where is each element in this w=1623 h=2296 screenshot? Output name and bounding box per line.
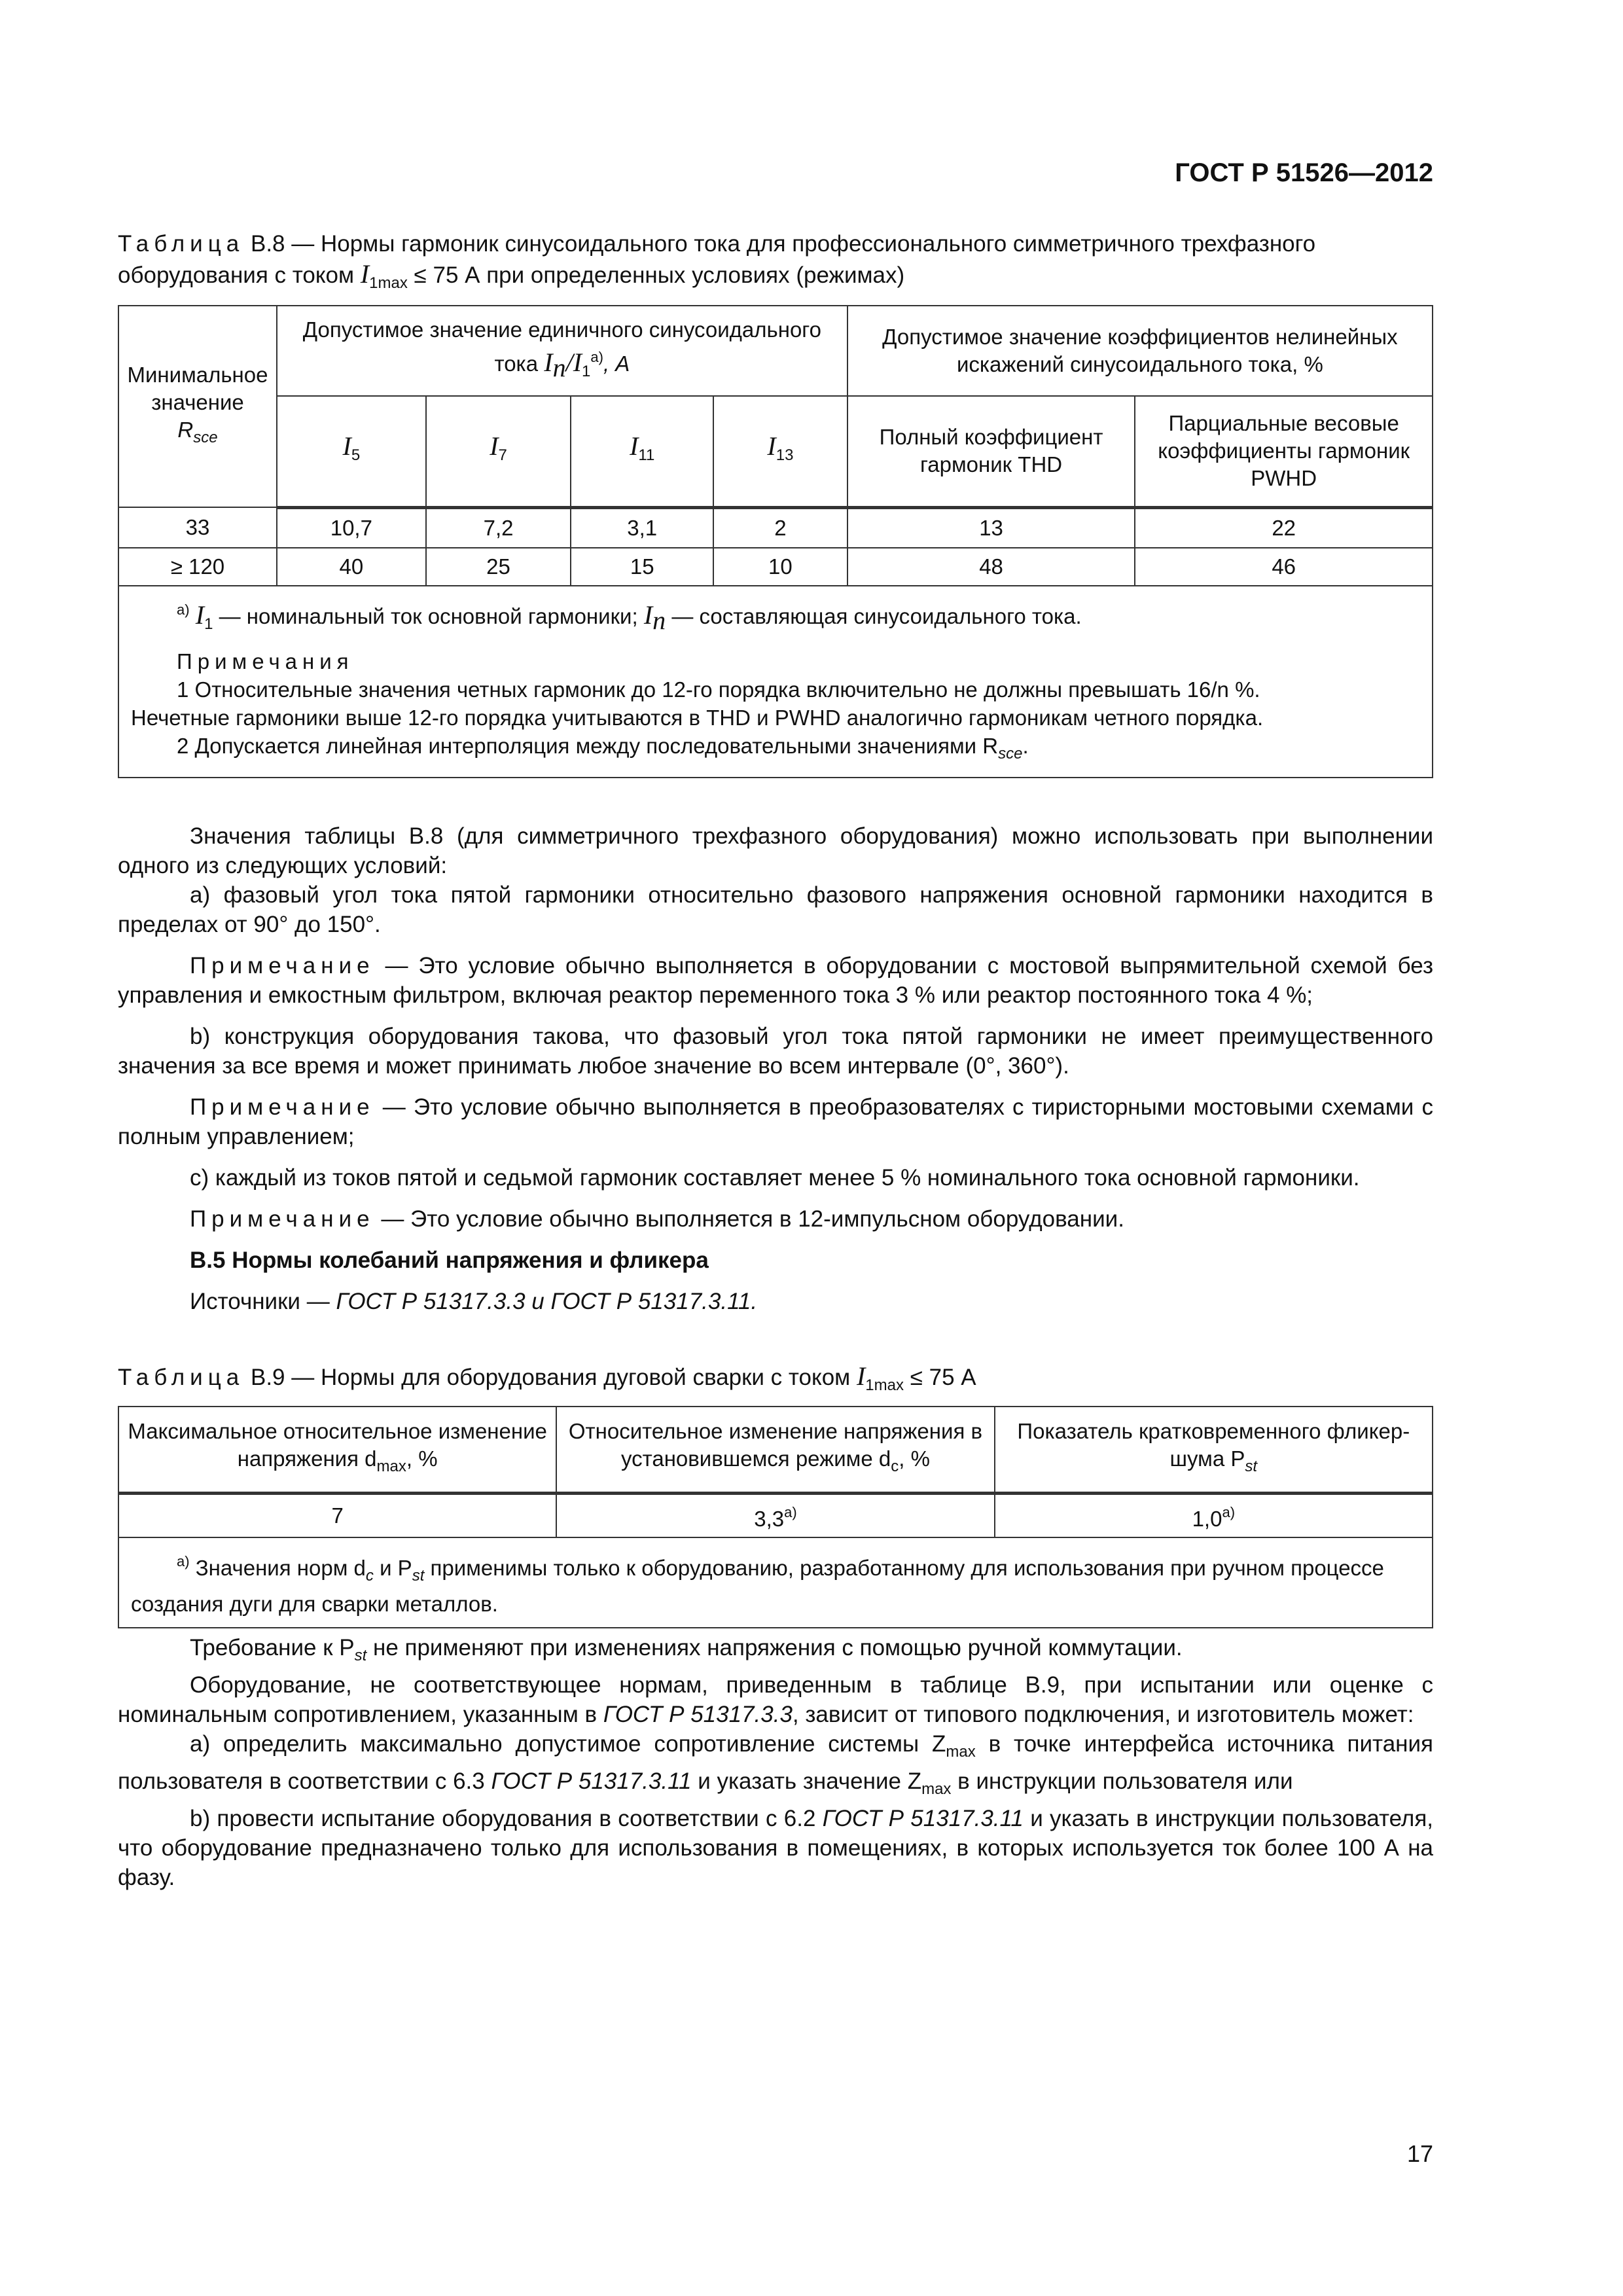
- notes-title: Примечания: [177, 649, 354, 673]
- note-2: 2 Допускается линейная интерполяция между последовательными значениями $R_{sce}$.: [177, 734, 1029, 762]
- sources: Источники — ГОСТ Р 51317.3.3 и ГОСТ Р 51317.3.11.: [190, 1289, 758, 1314]
- note-1: 1 Относительные значения четных гармоник до 12-го порядка включительно не должны превышать 16/n %.: [177, 677, 1260, 702]
- paragraph: Оборудование, не соответствующее нормам, приведенным в таблице В.9, при испытании или оценке с номинальным сопротивлением, указанным в ГОСТ Р 51317.3.3, зависит от типового подключения, и изготовитель может:: [118, 1672, 1433, 1727]
- item-a: a) фазовый угол тока пятой гармоники относительно фазового напряжения основной гармоники находится в пределах от 90° до 150°.: [118, 882, 1433, 937]
- table-label: Таблица: [118, 231, 245, 257]
- table-b8-notes: [118, 586, 1433, 778]
- page-number: 17: [1406, 2140, 1433, 2167]
- header-single-current: Допустимое значение единичного синусоидального тока $I_n/I_1^{а)}$, A: [277, 306, 847, 396]
- note-1-cont: Нечетные гармоники выше 12-го порядка учитываются в THD и PWHD аналогично гармоникам четного порядка.: [131, 706, 1264, 730]
- table-row: 7 $3,3^{а)}$ $1,0^{а)}$: [118, 1493, 1433, 1537]
- item-b: b) конструкция оборудования такова, что фазовый угол тока пятой гармоники не имеет преимущественного значения за все время и может принимать любое значение во всем интервале (0°, 360°).: [118, 1024, 1433, 1079]
- header-thd: Полный коэффициент гармоник THD: [847, 396, 1135, 507]
- body-text-2: [118, 1633, 1433, 1892]
- paragraph: Требование к $P_{st}$ не применяют при изменениях напряжения с помощью ручной коммутации.: [190, 1635, 1183, 1664]
- header-dc: Относительное изменение напряжения в установившемся режиме $d_c$, %: [556, 1407, 994, 1493]
- paragraph: Значения таблицы В.8 (для симметричного трехфазного оборудования) можно использовать при выполнении одного из следующих условий:: [118, 823, 1433, 878]
- header-i13: $I_{13}$: [713, 396, 847, 507]
- item-a: a) определить максимально допустимое сопротивление системы $Z_{max}$ в точке интерфейса источника питания пользователя в соответствии с 6.3 ГОСТ Р 51317.3.11 и указать значение $Z_{max}$ в инструкции пользователя или: [118, 1731, 1433, 1798]
- header-i11: $I_{11}$: [571, 396, 713, 507]
- header-i7: $I_7$: [426, 396, 571, 507]
- table-b8: [118, 305, 1433, 778]
- note-b: Примечание — Это условие обычно выполняется в преобразователях с тиристорными мостовыми схемами с полным управлением;: [118, 1094, 1433, 1149]
- header-rsce: Минимальное значение $R_{sce}$: [118, 306, 277, 507]
- header-i5: $I_5$: [277, 396, 426, 507]
- table-b9-caption: Таблица В.9 — Нормы для оборудования дуговой сварки с током $I_{1max} \le 75$ А: [118, 1361, 976, 1394]
- footnote-a: $^{а)}$ $I_1$ — номинальный ток основной гармоники; $I_n$ — составляющая синусоидального тока.: [177, 600, 1082, 635]
- table-b8-caption: Таблица В.8 — Нормы гармоник синусоидального тока для профессионального симметричного трехфазного оборудования с током $I_{1max} \le 75$ А при определенных условиях (режимах): [118, 231, 1316, 292]
- table-b9-footnote: $^{а)}$ Значения норм $d_c$ и $P_{st}$ применимы только к оборудованию, разработанному для использования при ручном процессе создания дуги для сварки металлов.: [118, 1537, 1433, 1628]
- header-pwhd: Парциальные весовые коэффициенты гармоник PWHD: [1135, 396, 1433, 507]
- header-distortion: Допустимое значение коэффициентов нелинейных искажений синусоидального тока, %: [847, 306, 1433, 396]
- header-dmax: Максимальное относительное изменение напряжения $d_{max}$, %: [118, 1407, 556, 1493]
- document-header: ГОСТ Р 51526—2012: [1175, 158, 1433, 187]
- table-row: 33 10,7 7,2 3,1 2 13 22: [118, 507, 1433, 548]
- item-b: b) провести испытание оборудования в соответствии с 6.2 ГОСТ Р 51317.3.11 и указать в инструкции пользователя, что оборудование предназначено только для использования в помещениях, в которых используется ток более 100 А на фазу.: [118, 1806, 1434, 1890]
- header-pst: Показатель кратковременного фликер-шума $P_{st}$: [995, 1407, 1433, 1493]
- section-heading: В.5 Нормы колебаний напряжения и фликера: [190, 1247, 709, 1273]
- body-text-1: [118, 821, 1433, 1316]
- document-page: [118, 0, 1433, 2296]
- item-c: c) каждый из токов пятой и седьмой гармоник составляет менее 5 % номинального тока основной гармоники.: [190, 1165, 1360, 1191]
- table-row: ≥ 120 40 25 15 10 48 46: [118, 548, 1433, 586]
- table-b9: [118, 1406, 1433, 1628]
- note-c: Примечание — Это условие обычно выполняется в 12-импульсном оборудовании.: [190, 1206, 1124, 1232]
- caption-text: В.8 — Нормы гармоник синусоидального тока для профессионального симметричного трехфазного оборудования с током: [118, 231, 1316, 288]
- note-a: Примечание — Это условие обычно выполняется в оборудовании с мостовой выпрямительной схемой без управления и емкостным фильтром, включая реактор переменного тока 3 % или реактор постоянного тока 4 %;: [118, 953, 1433, 1008]
